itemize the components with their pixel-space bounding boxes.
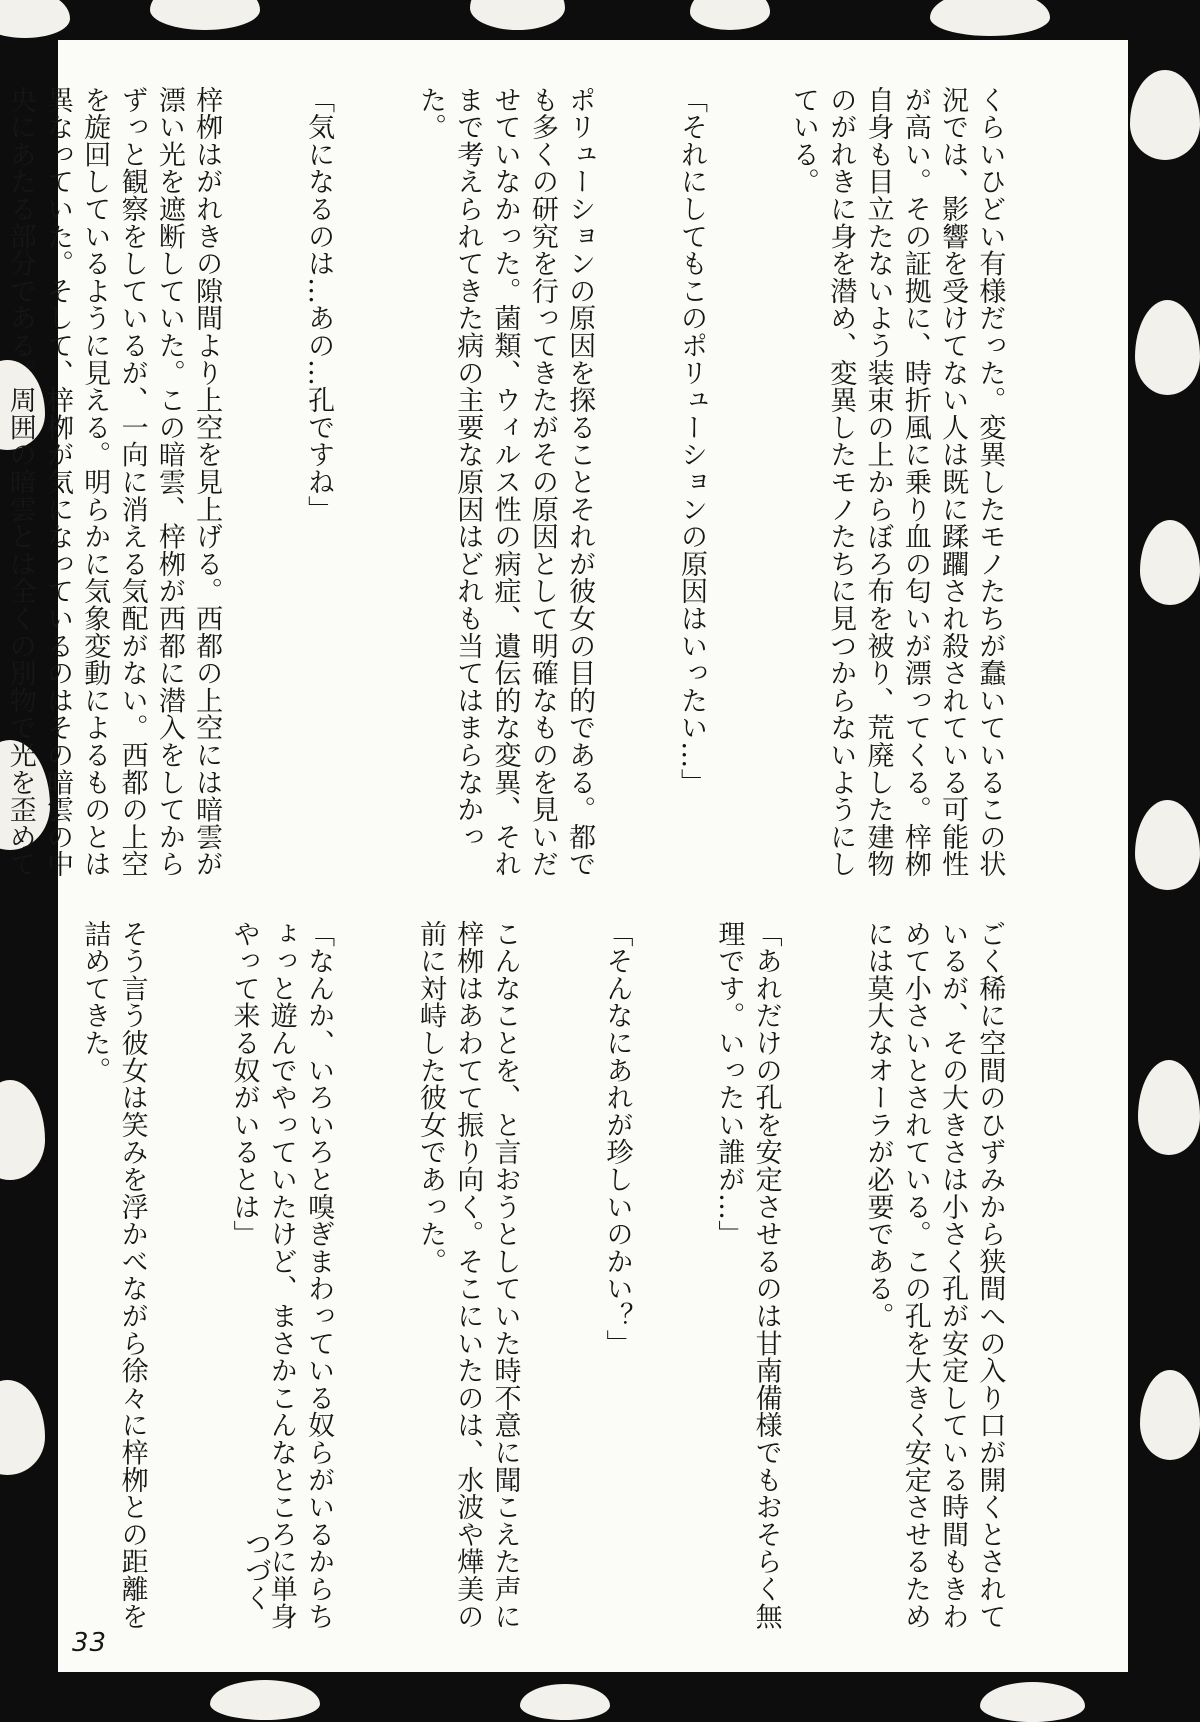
paragraph: ごく稀に空間のひずみから狭間への入り口が開くとされているが、その大きさは小さく孔が安定している時間もきわめて小さいとされている。この孔を大きく安定させるためには莫大なオーラが必要である。	[862, 920, 1006, 1630]
petal-decoration	[150, 0, 260, 30]
petal-decoration	[1140, 1370, 1200, 1460]
paragraph: 「あれだけの孔を安定させるのは甘南備様でもおそらく無理です。いったい誰が…」	[713, 920, 782, 1630]
paragraph: くらいひどい有様だった。変異したモノたちが蠢いているこの状況では、影響を受けてない人は既に蹂躙され殺されている可能性が高い。その証拠に、時折風に乗り血の匂いが漂ってくる。梓栁自身も目立たないよう装束の上からぼろ布を被り、荒廃した建物のがれきに身を潜め、変異したモノたちに見つからないようにしている。	[787, 86, 1006, 878]
paragraph: 梓栁はがれきの隙間より上空を見上げる。西都の上空には暗雲が漂い光を遮断していた。この暗雲、梓栁が西都に潜入をしてからずっと観察をしているが、一向に消える気配がない。西都の上空を旋回しているように見える。明らかに気象変動によるものとは異なっていた。そして、梓栁が気になっているのはその暗雲の中央にあたる部分である。周囲の暗雲とは全くの別物で光を歪めて	[4, 86, 223, 878]
paragraph: ポリューションの原因を探ることそれが彼女の目的である。都でも多くの研究を行ってきたがその原因として明確なものを見いだせていなかった。菌類、ウィルス性の病症、遺伝的な変異、それまで考えられてきた病の主要な原因はどれも当てはまらなかった。	[414, 86, 596, 878]
paragraph: 「そんなにあれが珍しいのかい？」	[601, 920, 633, 1357]
petal-decoration	[0, 0, 70, 38]
upper-text-block	[4, 86, 1083, 886]
petal-decoration	[1130, 70, 1200, 160]
petal-decoration	[690, 0, 770, 30]
paragraph	[0, 920, 1, 1645]
paragraph: 「それにしてもこのポリューションの原因はいったい…」	[676, 86, 708, 796]
petal-decoration	[1138, 1060, 1200, 1155]
petal-decoration	[210, 1680, 320, 1720]
continued-label: つづく	[240, 1530, 271, 1611]
paragraph: 「なんか、いろいろと嗅ぎまわっている奴らがいるからちょっと遊んでやっていたけど、まさかこんなところに単身やって来る奴がいるとは」	[228, 920, 335, 1630]
paragraph: 「気になるのは…あの…孔ですね」	[303, 86, 335, 523]
petal-decoration	[520, 1684, 610, 1720]
paragraph: そう言う彼女は笑みを浮かべながら徐々に梓栁との距離を詰めてきた。	[79, 920, 148, 1630]
page-number: 33	[72, 1628, 108, 1658]
petal-decoration	[1135, 800, 1200, 890]
petal-decoration	[980, 1682, 1085, 1722]
petal-decoration	[930, 0, 1050, 36]
petal-decoration	[470, 0, 565, 30]
manuscript-page	[4, 40, 1128, 1672]
petal-decoration	[1135, 300, 1200, 395]
petal-decoration	[1140, 520, 1200, 605]
paragraph: こんなことを、と言おうとしていた時不意に聞こえた声に梓栁はあわてて振り向く。そこにいたのは、水波や燁美の前に対峙した彼女であった。	[414, 920, 521, 1630]
